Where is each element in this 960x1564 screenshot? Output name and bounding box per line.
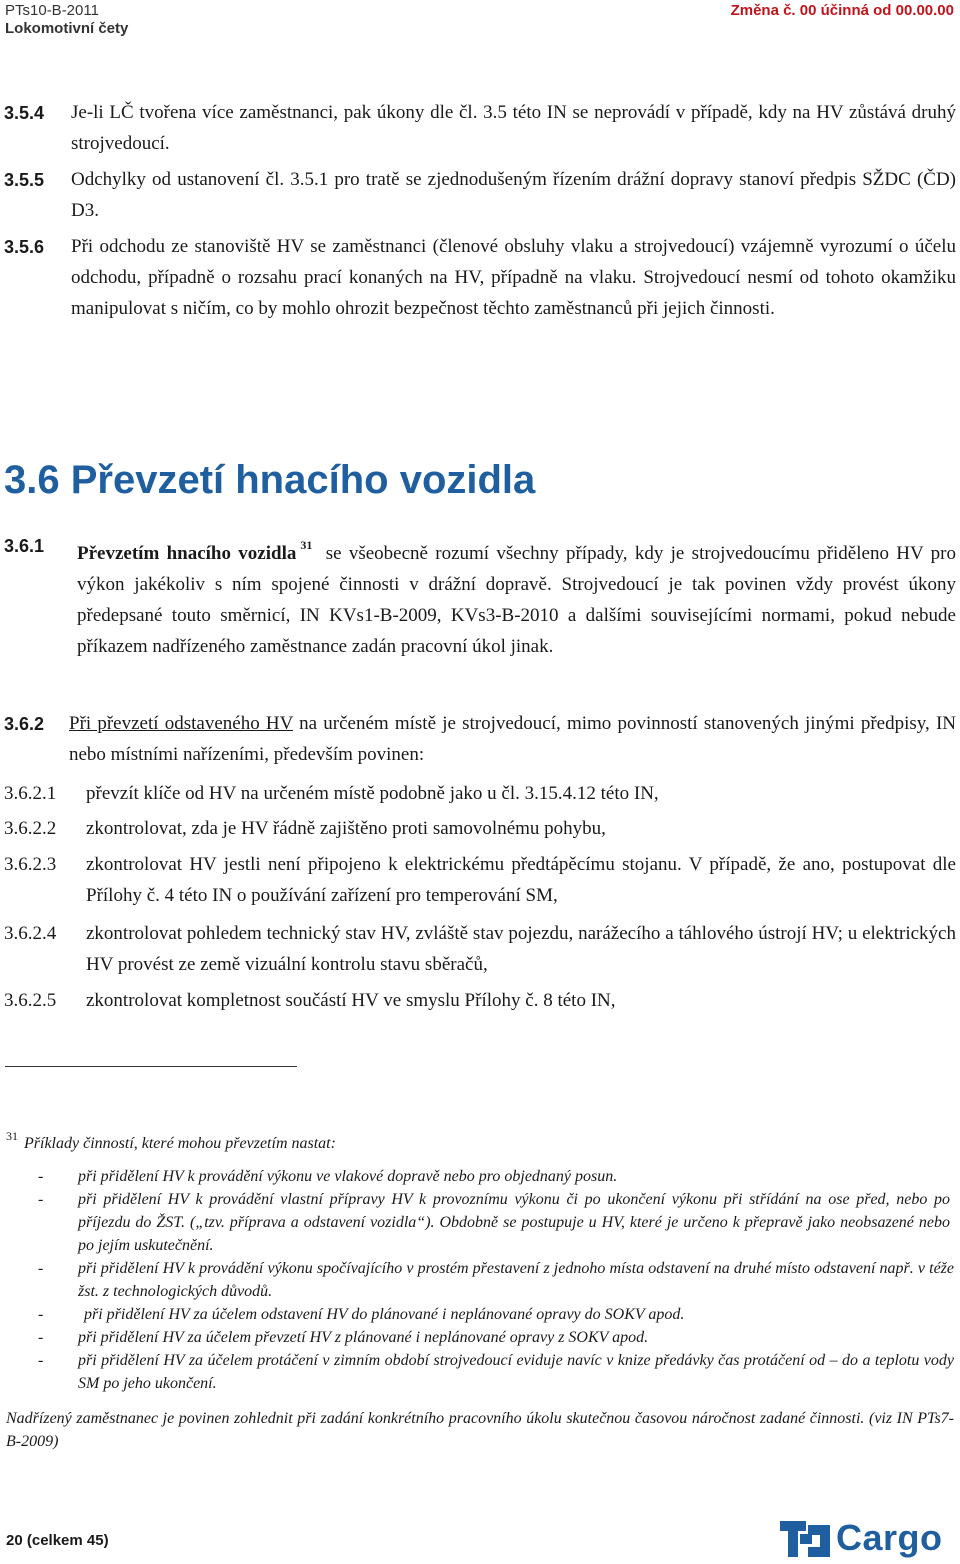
subitem-number: 3.6.2.4 bbox=[4, 923, 57, 944]
paragraph-3-5-5 bbox=[4, 164, 956, 226]
footnote-item-text: při přidělení HV za účelem protáčení v zimním období strojvedoucí eviduje navíc v knize předávky čas protáčení od – do a teplotu vody SM po jeho ukončení. bbox=[78, 1352, 954, 1392]
footnote-item-text bbox=[78, 1188, 954, 1257]
subitem-number: 3.6.2.1 bbox=[4, 783, 57, 804]
paragraph-text bbox=[77, 530, 956, 662]
paragraph-text bbox=[69, 708, 956, 770]
subitem-3-6-2-4 bbox=[4, 918, 956, 980]
subitem-3-6-2-2 bbox=[4, 813, 956, 844]
footnote-dash: - bbox=[38, 1260, 44, 1277]
paragraph-number: 3.6.1 bbox=[4, 536, 45, 556]
footnote-item bbox=[38, 1257, 954, 1303]
paragraph-number: 3.6.2 bbox=[4, 714, 45, 734]
footnote-item bbox=[38, 1303, 954, 1326]
footnote-item-text: při přidělení HV za účelem odstavení HV do plánované i neplánované opravy do SOKV apod. bbox=[84, 1306, 685, 1323]
paragraph-number: 3.5.6 bbox=[4, 237, 45, 257]
subitem-number: 3.6.2.3 bbox=[4, 854, 57, 875]
footnote-dash: - bbox=[38, 1168, 44, 1185]
footnote-item-body: při přidělení HV k provádění vlastní přípravy HV k provoznímu výkonu či po ukončení výkonu při střídání na ose před, nebo po příjezdu do ŽST. („tzv. příprava a odstavení vozidla“). Obdobně se postupuje u HV, které je určeno k přepravě jako neobsazené nebo po jejím uskutečnění. bbox=[78, 1191, 950, 1254]
footnote-dash: - bbox=[38, 1329, 44, 1346]
footnote-item bbox=[38, 1188, 954, 1257]
paragraph-text: Je-li LČ tvořena více zaměstnanci, pak úkony dle čl. 3.5 této IN se neprovádí v případě, kdy na HV zůstává druhý strojvedoucí. bbox=[71, 102, 956, 154]
subitem-text: zkontrolovat kompletnost součástí HV ve smyslu Přílohy č. 8 této IN, bbox=[86, 990, 616, 1011]
paragraph-number: 3.5.4 bbox=[4, 103, 45, 123]
doc-title: Lokomotivní čety bbox=[5, 20, 129, 37]
change-note: Změna č. 00 účinná od 00.00.00 bbox=[730, 2, 954, 19]
section-heading: 3.6 Převzetí hnacího vozidla bbox=[4, 458, 536, 502]
paragraph-3-5-6 bbox=[4, 231, 956, 324]
footnote-item bbox=[38, 1349, 954, 1395]
subitem-3-6-2-3 bbox=[4, 849, 956, 911]
subitem-text: zkontrolovat HV jestli není připojeno k elektrickému předtápěcímu stojanu. V případě, že ano, postupovat dle Přílohy č. 4 této IN o používání zařízení pro temperování SM, bbox=[86, 854, 956, 906]
subitem-text: převzít klíče od HV na určeném místě podobně jako u čl. 3.15.4.12 této IN, bbox=[86, 783, 659, 804]
paragraph-3-6-2 bbox=[4, 708, 956, 770]
subitem-text: zkontrolovat pohledem technický stav HV, zvláště stav pojezdu, narážecího a táhlového ústrojí HV; u elektrických HV provést ze země vizuální kontrolu stavu sběračů, bbox=[86, 923, 956, 975]
paragraph-body: se všeobecně rozumí všechny případy, kdy je strojvedoucímu přiděleno HV pro výkon jakékoliv s ním spojené činnosti v drážní dopravě. Strojvedoucí je tak povinen vždy provést úkony předepsané touto směrnicí, IN KVs1-B-2009, KVs3-B-2010 a dalšími souvisejícími normami, pokud nebude příkazem nadřízeného zaměstnance zadán pracovní úkol jinak. bbox=[77, 543, 956, 657]
footnote-number: 31 bbox=[6, 1129, 18, 1143]
subitem-text: zkontrolovat, zda je HV řádně zajištěno proti samovolnému pohybu, bbox=[86, 818, 606, 839]
paragraph-number: 3.5.5 bbox=[4, 170, 45, 190]
footnote-dash: - bbox=[38, 1306, 44, 1323]
paragraph-text: Při odchodu ze stanoviště HV se zaměstnanci (členové obsluhy vlaku a strojvedoucí) vzájemně vyrozumí o účelu odchodu, případně o rozsahu prací konaných na HV, případně na vlaku. Strojvedoucí nesmí od tohoto okamžiku manipulovat s ničím, co by mohlo ohrozit bezpečnost těchto zaměstnanců při jejich činnosti. bbox=[71, 236, 956, 319]
subitem-number: 3.6.2.2 bbox=[4, 818, 57, 839]
footnote-item-text: při přidělení HV k provádění výkonu spočívajícího v prostém přestavení z jednoho místa odstavení na druhé místo odstavení např. v téže žst. z technologických důvodů. bbox=[78, 1260, 954, 1300]
cargo-logo-text: Cargo bbox=[836, 1517, 943, 1558]
footnote-title bbox=[6, 1125, 954, 1155]
footnote-ref: 31 bbox=[300, 538, 313, 552]
paragraph-3-5-4 bbox=[4, 97, 956, 159]
footnote bbox=[6, 1125, 954, 1453]
footnote-item-text: při přidělení HV k provádění výkonu ve vlakové dopravě nebo pro objednaný posun. bbox=[78, 1168, 618, 1185]
document-header bbox=[5, 2, 128, 38]
defined-term: Převzetím hnacího vozidla bbox=[77, 543, 297, 564]
paragraph-3-6-1 bbox=[4, 530, 956, 662]
page-number: 20 (celkem 45) bbox=[6, 1532, 109, 1549]
footnote-title-text: Příklady činností, které mohou převzetím nastat: bbox=[24, 1135, 336, 1152]
doc-code: PTs10-B-2011 bbox=[5, 2, 99, 19]
paragraph-body: na určeném místě je strojvedoucí, mimo povinností stanovených jinými předpisy, IN nebo místními nařízeními, především povinen: bbox=[69, 713, 956, 765]
underlined-term: Při převzetí odstaveného HV bbox=[69, 713, 293, 734]
subitem-number: 3.6.2.5 bbox=[4, 990, 57, 1011]
footnote-item bbox=[38, 1326, 954, 1349]
cargo-logo bbox=[780, 1517, 955, 1559]
footnote-dash: - bbox=[38, 1191, 44, 1208]
footnote-separator bbox=[5, 1066, 297, 1067]
footnote-dash: - bbox=[38, 1352, 44, 1369]
paragraph-text: Odchylky od ustanovení čl. 3.5.1 pro tratě se zjednodušeným řízením drážní dopravy stanoví předpis SŽDC (ČD) D3. bbox=[71, 169, 956, 221]
footnote-item-text: při přidělení HV za účelem převzetí HV z plánované i neplánované opravy z SOKV apod. bbox=[78, 1329, 649, 1346]
subitem-3-6-2-5 bbox=[4, 985, 956, 1016]
subitem-3-6-2-1 bbox=[4, 778, 956, 809]
footnote-note: Nadřízený zaměstnanec je povinen zohlednit při zadání konkrétního pracovního úkolu skutečnou časovou náročnost zadané činnosti. (viz IN PTs7-B-2009) bbox=[6, 1410, 954, 1450]
footnote-item bbox=[38, 1165, 954, 1188]
